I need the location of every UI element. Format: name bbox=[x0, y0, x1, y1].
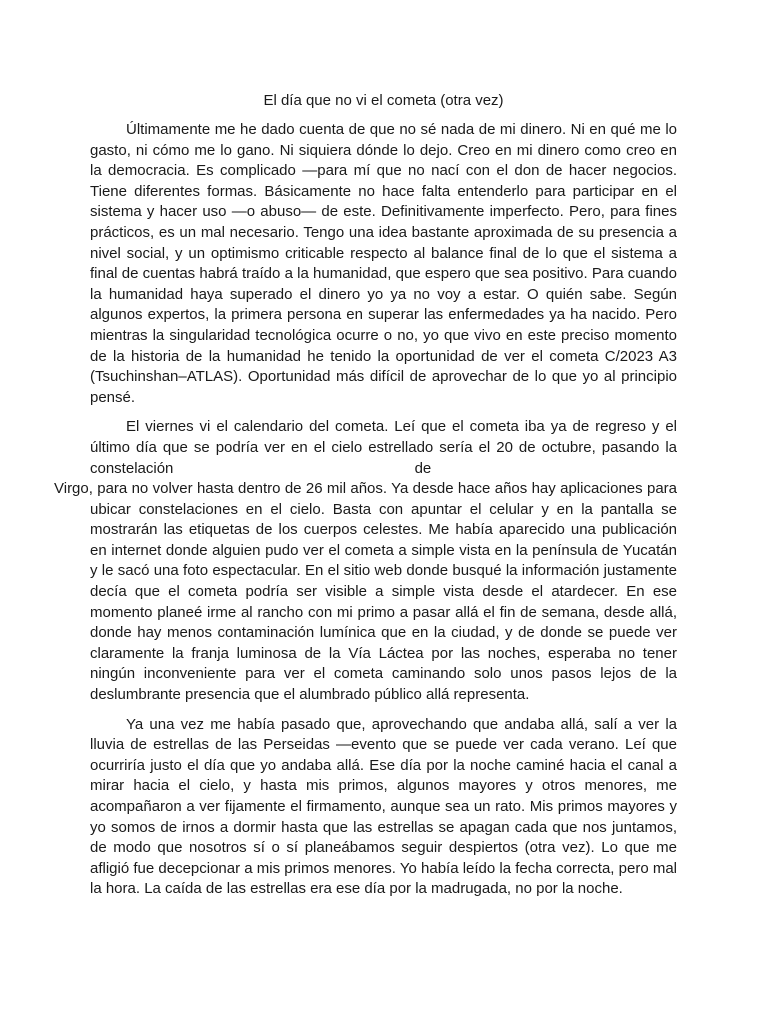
paragraph-1: Últimamente me he dado cuenta de que no sé nada de mi dinero. Ni en qué me lo gasto, ni cómo me lo gano. Ni siquiera dónde lo dejo. Creo en mi dinero como creo en la democracia. Es complicado —para mí que no nací con el don de hacer negocios. Tiene diferentes formas. Básicamente no hace falta entenderlo para participar en el sistema y hacer uso —o abuso— de este. Definitivamente imperfecto. Pero, para fines prácticos, es un mal necesario. Tengo una idea bastante aproximada de su presencia a nivel social, y un optimismo criticable respecto al balance final de lo que el sistema a final de cuentas habrá traído a la humanidad, que espero que sea positivo. Para cuando la humanidad haya superado el dinero yo ya no voy a estar. O quién sabe. Según algunos expertos, la primera persona en superar las enfermedades ya ha nacido. Pero mientras la singularidad tecnológica ocurre o no, yo que vivo en este preciso momento de la historia de la humanidad he tenido la oportunidad de ver el cometa C/2023 A3 (Tsuchinshan–ATLAS). Oportunidad más difícil de aprovechar de lo que yo al principio pensé. bbox=[90, 121, 677, 406]
document-title: El día que no vi el cometa (otra vez) bbox=[263, 92, 504, 109]
paragraph-2-part-3: Virgo, para no volver hasta dentro de 26 mil años. Ya desde hace años hay aplicaciones para ubicar constelaciones en el cielo. Basta con apuntar el celular y en la pantalla se mostrarán las etiquetas de los cuerpos celestes. Me había aparecido una publicación en internet donde alguien pudo ver el cometa a simple vista en la península de Yucatán y le sacó una foto espectacular. En el sitio web donde busqué la información justamente decía que el cometa podría ser visible a simple vista desde el atardecer. En ese momento planeé irme al rancho con mi primo a pasar allá el fin de semana, desde allá, donde hay menos contaminación lumínica que en la ciudad, y de donde se puede ver claramente la franja luminosa de la Vía Láctea por las noches, esperaba no tener ningún inconveniente para ver el cometa caminando solo unos pasos lejos de la deslumbrante presencia que el alumbrado público allá representa. bbox=[54, 480, 677, 704]
paragraph-2-part-1: El viernes vi el calendario del cometa. Leí que el cometa iba ya de regreso y el último día que se podría ver en el cielo estrellado sería el 20 de octubre, pasando la constelación bbox=[90, 418, 677, 477]
paragraph-2 bbox=[54, 417, 677, 705]
paragraph-3: Ya una vez me había pasado que, aprovechando que andaba allá, salí a ver la lluvia de estrellas de las Perseidas —evento que se puede ver cada verano. Leí que ocurriría justo el día que yo andaba allá. Ese día por la noche caminé hacia el canal a mirar hacia el cielo, y hasta mis primos, algunos mayores y otros menores, me acompañaron a ver fijamente el firmamento, aunque sea un rato. Mis primos mayores y yo somos de irnos a dormir hasta que las estrellas se apagan cada que nos juntamos, de modo que nosotros sí o sí planeábamos seguir despiertos (otra vez). Lo que me afligió fue decepcionar a mis primos menores. Yo había leído la fecha correcta, pero mal la hora. La caída de las estrellas era ese día por la madrugada, no por la noche. bbox=[90, 715, 677, 898]
document-page bbox=[54, 91, 677, 909]
paragraph-2-part-2: de bbox=[414, 459, 432, 477]
